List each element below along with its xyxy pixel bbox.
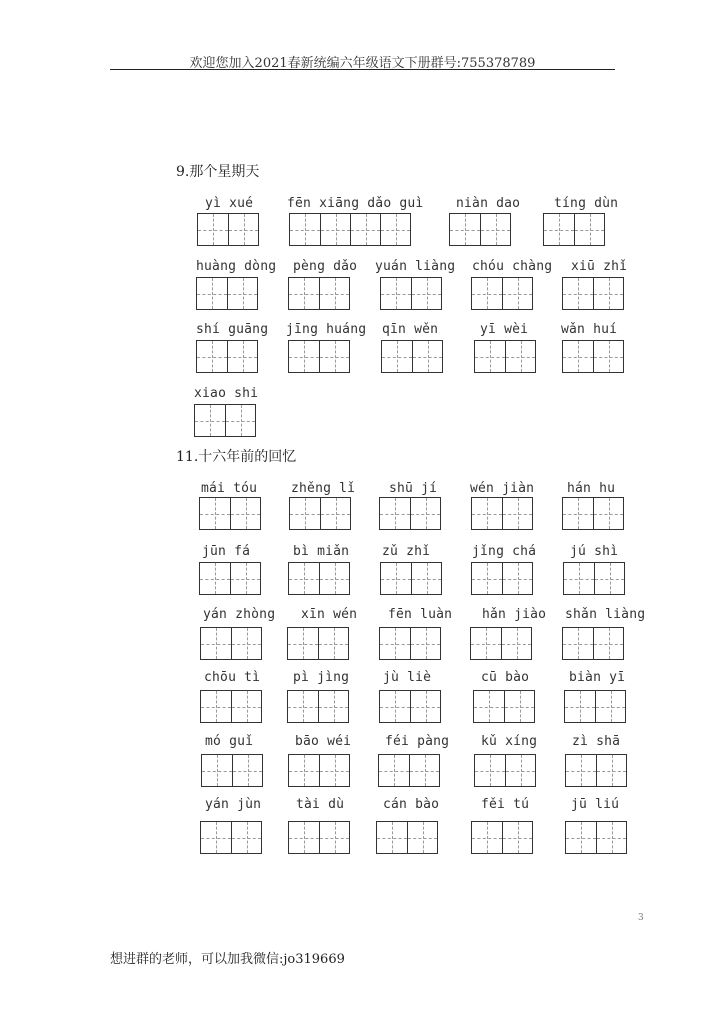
pinyin-label: shǎn liàng [565,607,646,622]
pinyin-label: biàn yī [569,670,626,685]
pinyin-label: jū liú [571,797,620,812]
pinyin-label: jǐng chá [472,544,537,559]
tianzige-grid[interactable] [288,277,350,310]
page-number: 3 [638,913,644,923]
pinyin-label: jūn fá [202,544,251,559]
character-cell[interactable] [564,563,594,594]
character-cell[interactable] [377,822,407,853]
pinyin-label: wén jiàn [470,481,535,496]
character-cell[interactable] [594,563,624,594]
character-cell[interactable] [289,563,319,594]
tianzige-grid[interactable] [562,627,624,660]
tianzige-grid[interactable] [449,213,511,246]
tianzige-grid[interactable] [378,754,440,787]
character-cell[interactable] [201,628,231,659]
pinyin-label: chóu chàng [472,259,553,274]
character-cell[interactable] [231,628,261,659]
character-cell[interactable] [502,278,532,309]
character-cell[interactable] [198,214,228,245]
character-cell[interactable] [318,628,348,659]
character-cell[interactable] [381,563,411,594]
pinyin-label: cán bào [383,797,440,812]
character-cell[interactable] [231,691,261,722]
pinyin-label: chōu tì [204,670,261,685]
tianzige-grid[interactable] [199,497,261,530]
character-cell[interactable] [501,628,531,659]
pinyin-label: zhěng lǐ [291,481,356,496]
character-cell[interactable] [450,214,480,245]
tianzige-grid[interactable] [376,821,438,854]
tianzige-grid[interactable] [381,340,443,373]
tianzige-grid[interactable] [473,690,535,723]
pinyin-label: pèng dǎo [293,259,358,274]
tianzige-grid[interactable] [471,497,533,530]
pinyin-label: yī wèi [480,322,529,337]
character-cell[interactable] [228,214,258,245]
pinyin-label: yuán liàng [375,259,456,274]
character-cell[interactable] [505,341,535,372]
character-cell[interactable] [290,498,320,529]
tianzige-grid[interactable] [379,497,441,530]
pinyin-label: jù liè [383,670,432,685]
character-cell[interactable] [380,691,410,722]
character-cell[interactable] [201,822,231,853]
character-cell[interactable] [382,341,412,372]
pinyin-label: bāo wéi [295,734,352,749]
character-cell[interactable] [288,691,318,722]
character-cell[interactable] [566,822,596,853]
tianzige-grid[interactable] [563,562,625,595]
character-cell[interactable] [197,341,227,372]
character-cell[interactable] [480,214,510,245]
character-cell[interactable] [319,822,349,853]
pinyin-label: yán zhòng [203,607,276,622]
character-cell[interactable] [195,405,225,436]
character-cell[interactable] [407,822,437,853]
character-cell[interactable] [475,341,505,372]
character-cell[interactable] [289,755,319,786]
pinyin-label: hán hu [567,481,616,496]
tianzige-grid[interactable] [288,754,350,787]
character-cell[interactable] [505,755,535,786]
pinyin-label: huàng dòng [196,259,277,274]
character-cell[interactable] [544,214,574,245]
character-cell[interactable] [319,563,349,594]
pinyin-label: cū bào [481,670,530,685]
tianzige-grid[interactable] [201,754,263,787]
character-cell[interactable] [472,498,502,529]
pinyin-label: jú shì [570,544,619,559]
pinyin-label: yì xué [205,196,254,211]
character-cell[interactable] [595,691,625,722]
character-cell[interactable] [197,278,227,309]
tianzige-grid[interactable] [471,562,533,595]
character-cell[interactable] [471,628,501,659]
tianzige-grid[interactable] [196,340,258,373]
character-cell[interactable] [593,278,623,309]
character-cell[interactable] [230,563,260,594]
pinyin-label: mái tóu [201,481,258,496]
character-cell[interactable] [319,278,349,309]
character-cell[interactable] [502,822,532,853]
character-cell[interactable] [289,341,319,372]
pinyin-label: tài dù [296,797,345,812]
pinyin-label: fēn xiāng dǎo guì [287,196,424,211]
character-cell[interactable] [227,278,257,309]
tianzige-grid[interactable] [562,497,624,530]
pinyin-label: niàn dao [456,196,521,211]
tianzige-grid[interactable] [199,562,261,595]
character-cell[interactable] [411,278,441,309]
character-cell[interactable] [409,755,439,786]
pinyin-label: féi pàng [385,734,450,749]
character-cell[interactable] [380,214,410,245]
pinyin-label: zǔ zhǐ [382,544,431,559]
pinyin-label: shū jí [389,481,438,496]
pinyin-label: pì jìng [293,670,350,685]
tianzige-grid[interactable] [471,277,533,310]
tianzige-grid[interactable] [474,340,536,373]
character-cell[interactable] [410,498,440,529]
character-cell[interactable] [593,341,623,372]
character-cell[interactable] [227,341,257,372]
pinyin-label: qīn wěn [382,322,439,337]
character-cell[interactable] [379,755,409,786]
tianzige-grid[interactable] [380,277,442,310]
tianzige-grid[interactable] [197,213,259,246]
section-title: 11.十六年前的回忆 [176,449,297,465]
character-cell[interactable] [502,563,532,594]
section-title: 9.那个星期天 [176,164,260,180]
tianzige-grid[interactable] [379,627,441,660]
pinyin-label: fěi tú [481,797,530,812]
tianzige-grid[interactable] [289,497,351,530]
character-cell[interactable] [410,628,440,659]
tianzige-grid[interactable] [474,754,536,787]
character-cell[interactable] [596,822,626,853]
tianzige-grid[interactable] [200,821,262,854]
character-cell[interactable] [320,498,350,529]
character-cell[interactable] [565,691,595,722]
character-cell[interactable] [380,628,410,659]
character-cell[interactable] [502,498,532,529]
character-cell[interactable] [320,214,350,245]
pinyin-label: hǎn jiào [482,607,547,622]
character-cell[interactable] [201,691,231,722]
tianzige-grid[interactable] [289,213,411,246]
character-cell[interactable] [381,278,411,309]
character-cell[interactable] [472,278,502,309]
pinyin-label: fēn luàn [388,607,453,622]
pinyin-label: xīn wén [301,607,358,622]
character-cell[interactable] [563,341,593,372]
pinyin-label: tíng dùn [554,196,619,211]
tianzige-grid[interactable] [287,627,349,660]
header-divider [110,69,615,70]
tianzige-grid[interactable] [379,690,441,723]
tianzige-grid[interactable] [562,340,624,373]
character-cell[interactable] [563,628,593,659]
tianzige-grid[interactable] [470,627,532,660]
character-cell[interactable] [289,822,319,853]
character-cell[interactable] [410,691,440,722]
character-cell[interactable] [290,214,320,245]
character-cell[interactable] [288,628,318,659]
pinyin-label: yán jùn [205,797,262,812]
tianzige-grid[interactable] [196,277,258,310]
tianzige-grid[interactable] [288,562,350,595]
character-cell[interactable] [380,498,410,529]
tianzige-grid[interactable] [288,821,350,854]
tianzige-grid[interactable] [194,404,256,437]
character-cell[interactable] [563,498,593,529]
pinyin-label: shí guāng [196,322,269,337]
character-cell[interactable] [593,628,623,659]
tianzige-grid[interactable] [380,562,442,595]
tianzige-grid[interactable] [200,690,262,723]
pinyin-label: zì shā [572,734,621,749]
character-cell[interactable] [230,498,260,529]
character-cell[interactable] [232,755,262,786]
pinyin-label: bì miǎn [293,544,350,559]
character-cell[interactable] [596,755,626,786]
tianzige-grid[interactable] [471,821,533,854]
tianzige-grid[interactable] [564,690,626,723]
character-cell[interactable] [411,563,441,594]
character-cell[interactable] [289,278,319,309]
tianzige-grid[interactable] [200,627,262,660]
character-cell[interactable] [574,214,604,245]
tianzige-grid[interactable] [565,754,627,787]
character-cell[interactable] [474,691,504,722]
character-cell[interactable] [566,755,596,786]
pinyin-label: mó guǐ [205,734,254,749]
character-cell[interactable] [319,755,349,786]
character-cell[interactable] [200,498,230,529]
tianzige-grid[interactable] [288,340,350,373]
page-header: 欢迎您加入2021春新统编六年级语文下册群号:755378789 [189,56,536,71]
character-cell[interactable] [593,498,623,529]
character-cell[interactable] [350,214,380,245]
pinyin-label: kǔ xíng [481,734,538,749]
character-cell[interactable] [318,691,348,722]
character-cell[interactable] [319,341,349,372]
tianzige-grid[interactable] [562,277,624,310]
character-cell[interactable] [472,822,502,853]
pinyin-label: jīng huáng [286,322,367,337]
character-cell[interactable] [231,822,261,853]
character-cell[interactable] [504,691,534,722]
tianzige-grid[interactable] [287,690,349,723]
tianzige-grid[interactable] [565,821,627,854]
character-cell[interactable] [412,341,442,372]
character-cell[interactable] [563,278,593,309]
character-cell[interactable] [472,563,502,594]
pinyin-label: wǎn huí [561,322,618,337]
character-cell[interactable] [202,755,232,786]
pinyin-label: xiū zhǐ [571,259,628,274]
character-cell[interactable] [225,405,255,436]
tianzige-grid[interactable] [543,213,605,246]
page-footer: 想进群的老师，可以加我微信:jo319669 [110,952,345,967]
character-cell[interactable] [200,563,230,594]
pinyin-label: xiao shi [194,386,259,401]
character-cell[interactable] [475,755,505,786]
